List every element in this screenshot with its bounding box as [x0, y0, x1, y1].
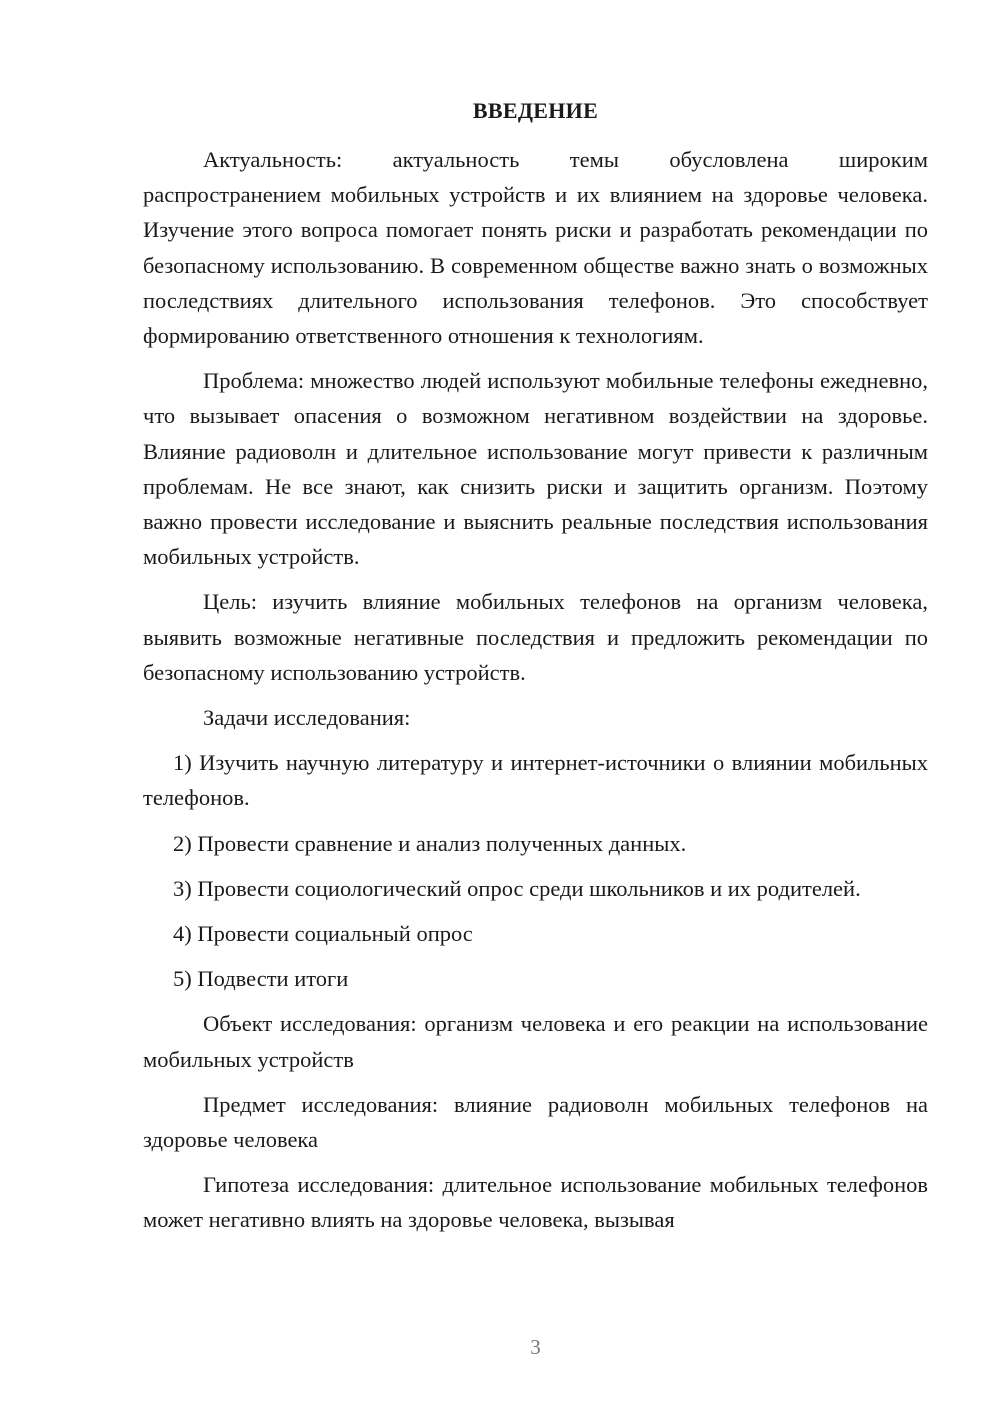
section-title: ВВЕДЕНИЕ [472, 98, 599, 123]
paragraph-hypothesis: Гипотеза исследования: длительное использование мобильных телефонов может негативно влиять на здоровье человека, вызывая [143, 1172, 928, 1233]
paragraph-relevance: Актуальность: актуальность темы обусловлена широким распространением мобильных устройств и их влиянием на здоровье человека. Изучение этого вопроса помогает понять риски и разработать рекомендации по безопасному использованию. В современном обществе важно знать о возможных последствиях длительного использования телефонов. Это способствует формированию ответственного отношения к технологиям. [143, 147, 928, 349]
document-page [143, 0, 928, 1414]
paragraph-object: Объект исследования: организм человека и его реакции на использование мобильных устройств [143, 1011, 928, 1072]
task-item-1: 1) Изучить научную литературу и интернет-источники о влиянии мобильных телефонов. [143, 750, 928, 811]
task-item-4: 4) Провести социальный опрос [173, 921, 473, 947]
paragraph-goal: Цель: изучить влияние мобильных телефонов на организм человека, выявить возможные негативные последствия и предложить рекомендации по безопасному использованию устройств. [143, 589, 928, 685]
task-item-3: 3) Провести социологический опрос среди школьников и их родителей. [173, 875, 861, 901]
paragraph-problem: Проблема: множество людей используют мобильные телефоны ежедневно, что вызывает опасения о возможном негативном воздействии на здоровье. Влияние радиоволн и длительное использование могут привести к различным проблемам. Не все знают, как снизить риски и защитить организм. Поэтому важно провести исследование и выяснить реальные последствия использования мобильных устройств. [143, 368, 928, 570]
page-number: 3 [530, 1335, 541, 1359]
task-item-5: 5) Подвести итоги [173, 966, 349, 992]
document-body [143, 142, 928, 1248]
paragraph-tasks-heading: Задачи исследования: [203, 705, 411, 731]
paragraph-subject: Предмет исследования: влияние радиоволн мобильных телефонов на здоровье человека [143, 1091, 928, 1153]
task-item-2: 2) Провести сравнение и анализ полученных данных. [173, 830, 687, 856]
